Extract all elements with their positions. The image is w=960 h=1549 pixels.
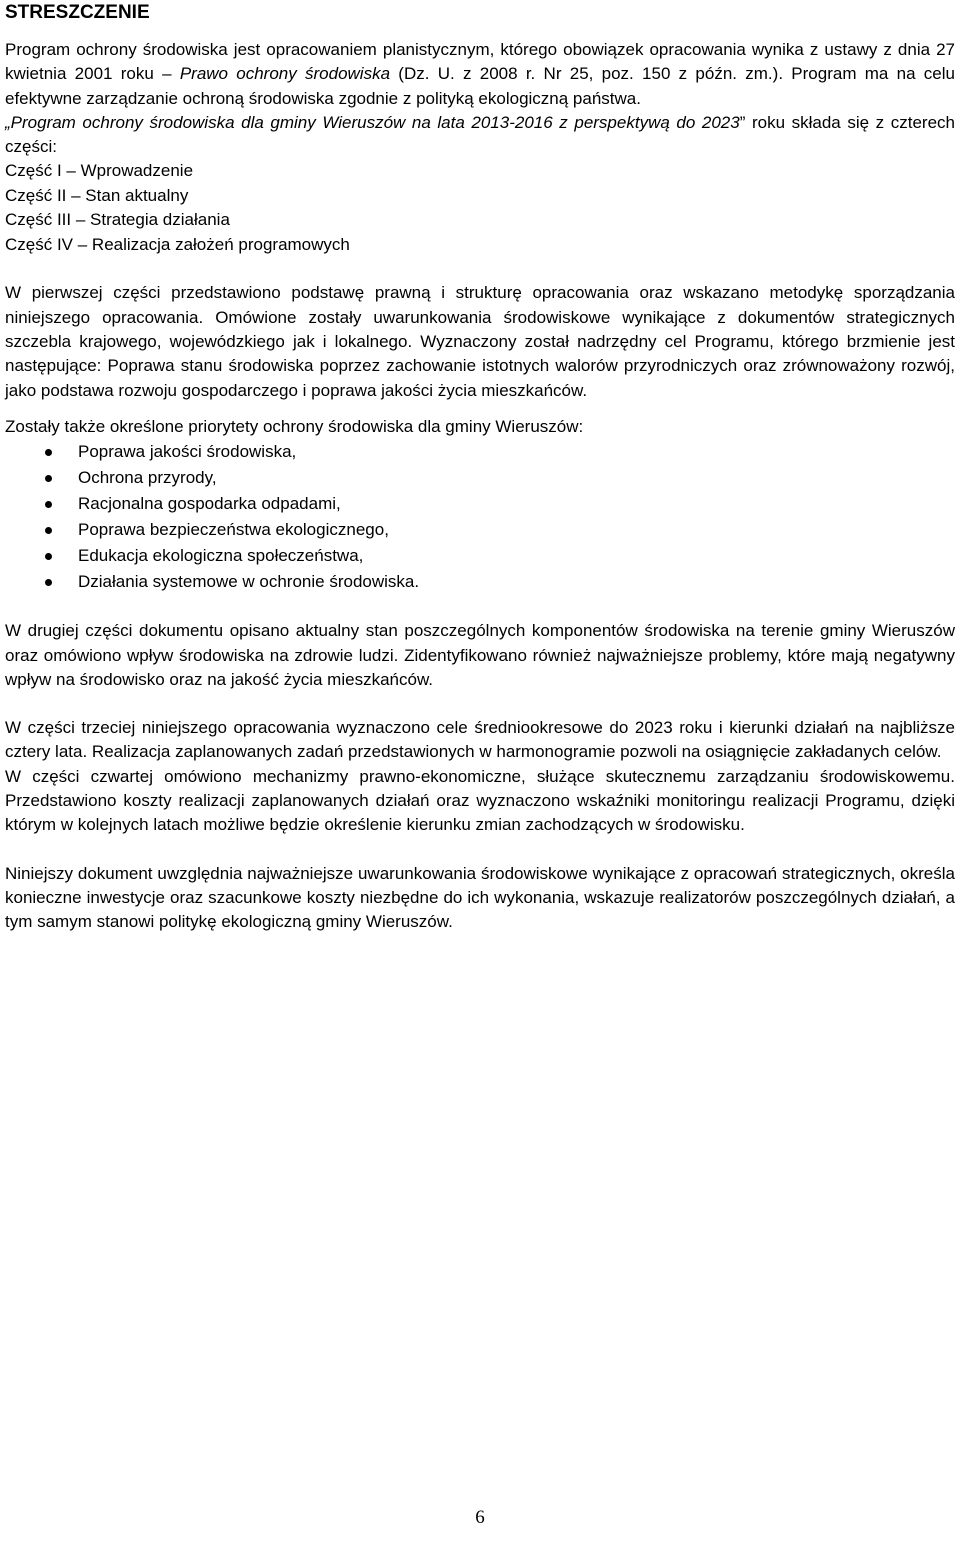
intro-text-a: Program ochrony środowiska jest opracowaniem planistycznym, którego obowiązek opracowania wynika z ustawy z dnia 27 kwietnia 2001 roku – xyxy=(5,40,955,84)
program-structure-text: ” roku składa się z czterech części: xyxy=(5,112,955,157)
priority-item: Działania systemowe w ochronie środowiska. xyxy=(5,569,955,595)
program-title: „Program ochrony środowiska dla gminy Wieruszów na lata 2013-2016 z perspektywą do 2023 xyxy=(5,112,740,132)
bullet-icon xyxy=(45,501,52,508)
document-page xyxy=(5,0,955,935)
part-item-3: Część III – Strategia działania xyxy=(5,210,230,230)
priorities-intro: Zostały także określone priorytety ochrony środowiska dla gminy Wieruszów: xyxy=(5,416,584,436)
final-paragraph: Niniejszy dokument uwzględnia najważniejsze uwarunkowania środowiskowe wynikające z opracowań strategicznych, określa konieczne inwestycje oraz szacunkowe koszty niezbędne do ich wykonania, wskazuje realizatorów poszczególnych działań, a tym samym stanowi politykę ekologiczną gminy Wieruszów. xyxy=(5,863,955,932)
part4-paragraph: W części czwartej omówiono mechanizmy prawno-ekonomiczne, służące skutecznemu zarządzaniu środowiskowemu. Przedstawiono koszty realizacji zaplanowanych działań oraz wyznaczono wskaźniki monitoringu realizacji Programu, dzięki którym w kolejnych latach możliwe będzie określenie kierunku zmian zachodzących w środowisku. xyxy=(5,766,955,835)
part-item-1: Część I – Wprowadzenie xyxy=(5,161,194,181)
page-number: 6 xyxy=(475,1507,485,1528)
part-item-4: Część IV – Realizacja założeń programowych xyxy=(5,234,350,254)
intro-text-b: (Dz. U. z 2008 r. Nr 25, poz. 150 z późn. zm.). Program ma na celu efektywne zarządzanie ochroną środowiska zgodnie z polityką ekologiczną państwa. xyxy=(5,64,955,108)
parts-list xyxy=(5,159,955,257)
part1-paragraph: W pierwszej części przedstawiono podstawę prawną i strukturę opracowania oraz wskazano metodykę sporządzania niniejszego opracowania. Omówione zostały uwarunkowania środowiskowe wynikające z dokumentów strategicznych szczebla krajowego, wojewódzkiego jak i lokalnego. Wyznaczony został nadrzędny cel Programu, którego brzmienie jest następujące: Poprawa stanu środowiska poprzez zachowanie istotnych walorów przyrodniczych oraz zrównoważony rozwój, jako podstawa rozwoju gospodarczego i poprawa jakości życia mieszkańców. xyxy=(5,283,955,400)
priority-item: Edukacja ekologiczna społeczeństwa, xyxy=(5,543,955,569)
part2-paragraph: W drugiej części dokumentu opisano aktualny stan poszczególnych komponentów środowiska na terenie gminy Wieruszów oraz omówiono wpływ środowiska na zdrowie ludzi. Zidentyfikowano również najważniejsze problemy, które mają negatywny wpływ na środowisko oraz na jakość życia mieszkańców. xyxy=(5,621,955,689)
bullet-icon xyxy=(45,475,52,482)
priority-item: Poprawa bezpieczeństwa ekologicznego, xyxy=(5,517,955,543)
priority-item: Racjonalna gospodarka odpadami, xyxy=(5,491,955,517)
program-structure-paragraph xyxy=(5,111,955,160)
priority-item: Poprawa jakości środowiska, xyxy=(5,439,955,465)
bullet-icon xyxy=(45,579,52,586)
intro-law-title: Prawo ochrony środowiska xyxy=(179,64,391,84)
intro-paragraph xyxy=(5,38,955,111)
bullet-icon xyxy=(45,527,52,534)
bullet-icon xyxy=(45,553,52,560)
bullet-icon xyxy=(45,449,52,456)
part-item-2: Część II – Stan aktualny xyxy=(5,185,189,205)
priority-item: Ochrona przyrody, xyxy=(5,465,955,491)
part3-paragraph: W części trzeciej niniejszego opracowania wyznaczono cele średniookresowe do 2023 roku i kierunki działań na najbliższe cztery lata. Realizacja zaplanowanych zadań przedstawionych w harmonogramie pozwoli na osiągnięcie zakładanych celów. xyxy=(5,718,955,762)
section-title: STRESZCZENIE xyxy=(5,2,150,23)
priorities-list xyxy=(5,439,955,595)
